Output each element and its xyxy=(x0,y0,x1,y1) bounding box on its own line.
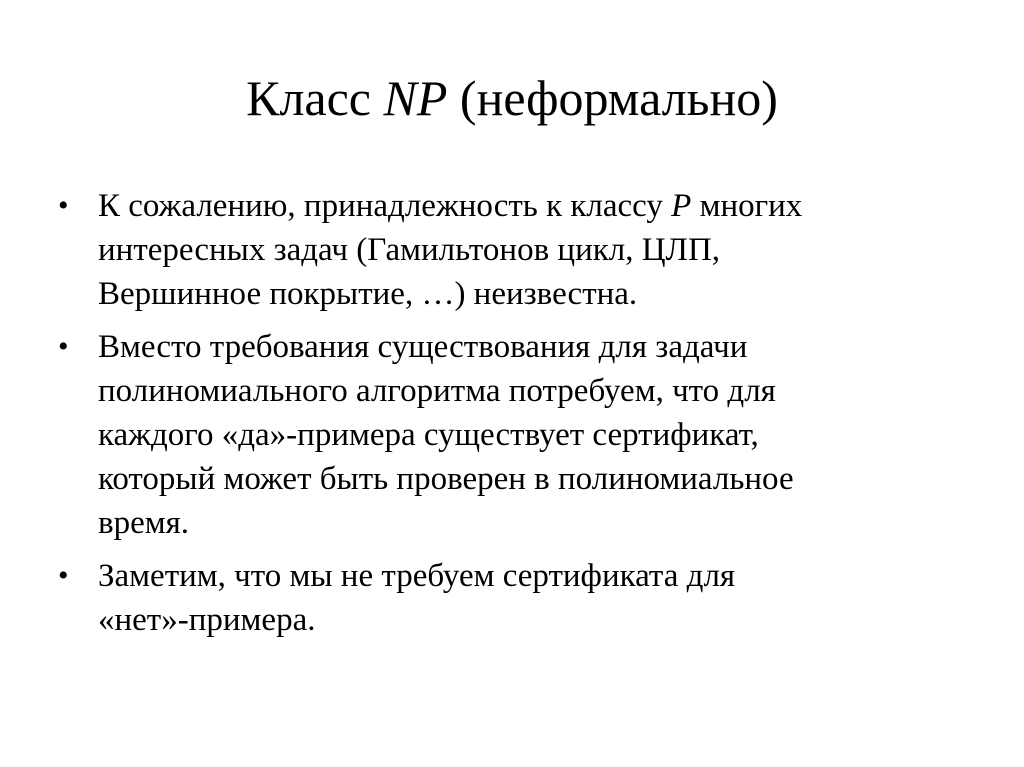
title-prefix: Класс xyxy=(246,70,384,126)
title-emphasis: NP xyxy=(383,70,448,126)
bullet-line xyxy=(98,184,958,228)
bullet-text: К сожалению, принадлежность к классу xyxy=(98,188,672,224)
bullet-line: полиномиального алгоритма потребуем, что для xyxy=(98,373,776,409)
bullet-dot-icon: • xyxy=(58,189,69,222)
bullet-dot-icon: • xyxy=(58,330,69,363)
bullet-emphasis: P xyxy=(671,188,692,224)
bullet-line: Заметим, что мы не требуем сертификата для xyxy=(98,558,736,594)
bullet-line: Вместо требования существования для задачи xyxy=(98,329,748,365)
bullet-dot-icon: • xyxy=(58,559,69,592)
slide-title xyxy=(0,66,1024,130)
bullet-line: каждого «да»-примера существует сертификат, xyxy=(98,417,759,453)
bullet-line: который может быть проверен в полиномиальное xyxy=(98,461,794,497)
bullet-line: время. xyxy=(98,505,190,541)
bullet-text: многих xyxy=(691,188,803,224)
bullet-item xyxy=(58,554,958,642)
bullet-line: Вершинное покрытие, …) неизвестна. xyxy=(98,276,638,312)
title-suffix: (неформально) xyxy=(447,70,778,126)
bullet-item xyxy=(58,325,958,545)
bullet-list xyxy=(58,184,958,651)
bullet-line: «нет»-примера. xyxy=(98,602,316,638)
bullet-item xyxy=(58,184,958,316)
bullet-line: интересных задач (Гамильтонов цикл, ЦЛП, xyxy=(98,232,721,268)
